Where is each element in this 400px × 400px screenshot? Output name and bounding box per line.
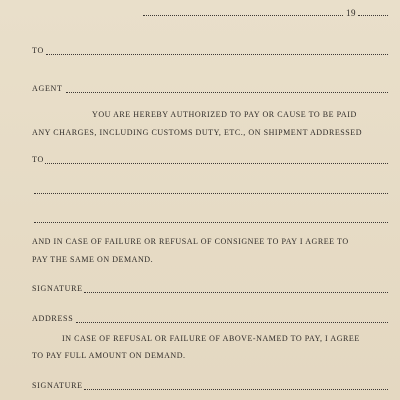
addressee-blank-line-3[interactable]: [34, 222, 388, 223]
refusal-text-line-1: IN CASE OF REFUSAL OR FAILURE OF ABOVE-NAMED TO PAY, I AGREE: [62, 334, 360, 343]
authorization-text-line-2: ANY CHARGES, INCLUDING CUSTOMS DUTY, ETC., ON SHIPMENT ADDRESSED: [32, 128, 363, 137]
signature-label-1: SIGNATURE: [32, 284, 83, 293]
consignee-text-line-2: PAY THE SAME ON DEMAND.: [32, 255, 154, 264]
to-label: TO: [32, 46, 44, 55]
addressee-blank-line-2[interactable]: [34, 193, 388, 194]
year-blank-line[interactable]: [358, 15, 388, 16]
to-blank-line[interactable]: [46, 54, 388, 55]
consignee-text-line-1: AND IN CASE OF FAILURE OR REFUSAL OF CONSIGNEE TO PAY I AGREE TO: [32, 237, 349, 246]
agent-label: AGENT: [32, 84, 63, 93]
date-blank-line[interactable]: [143, 15, 343, 16]
address-blank-line[interactable]: [76, 322, 388, 323]
addressee-to-label: TO: [32, 155, 44, 164]
signature-blank-line-2[interactable]: [84, 389, 388, 390]
refusal-text-line-2: TO PAY FULL AMOUNT ON DEMAND.: [32, 351, 186, 360]
authorization-text-line-1: YOU ARE HEREBY AUTHORIZED TO PAY OR CAUSE TO BE PAID: [92, 110, 357, 119]
agent-blank-line[interactable]: [66, 92, 388, 93]
year-prefix: 19: [346, 8, 356, 18]
signature-blank-line-1[interactable]: [84, 292, 388, 293]
address-label: ADDRESS: [32, 314, 74, 323]
addressee-blank-line-1[interactable]: [45, 163, 388, 164]
signature-label-2: SIGNATURE: [32, 381, 83, 390]
